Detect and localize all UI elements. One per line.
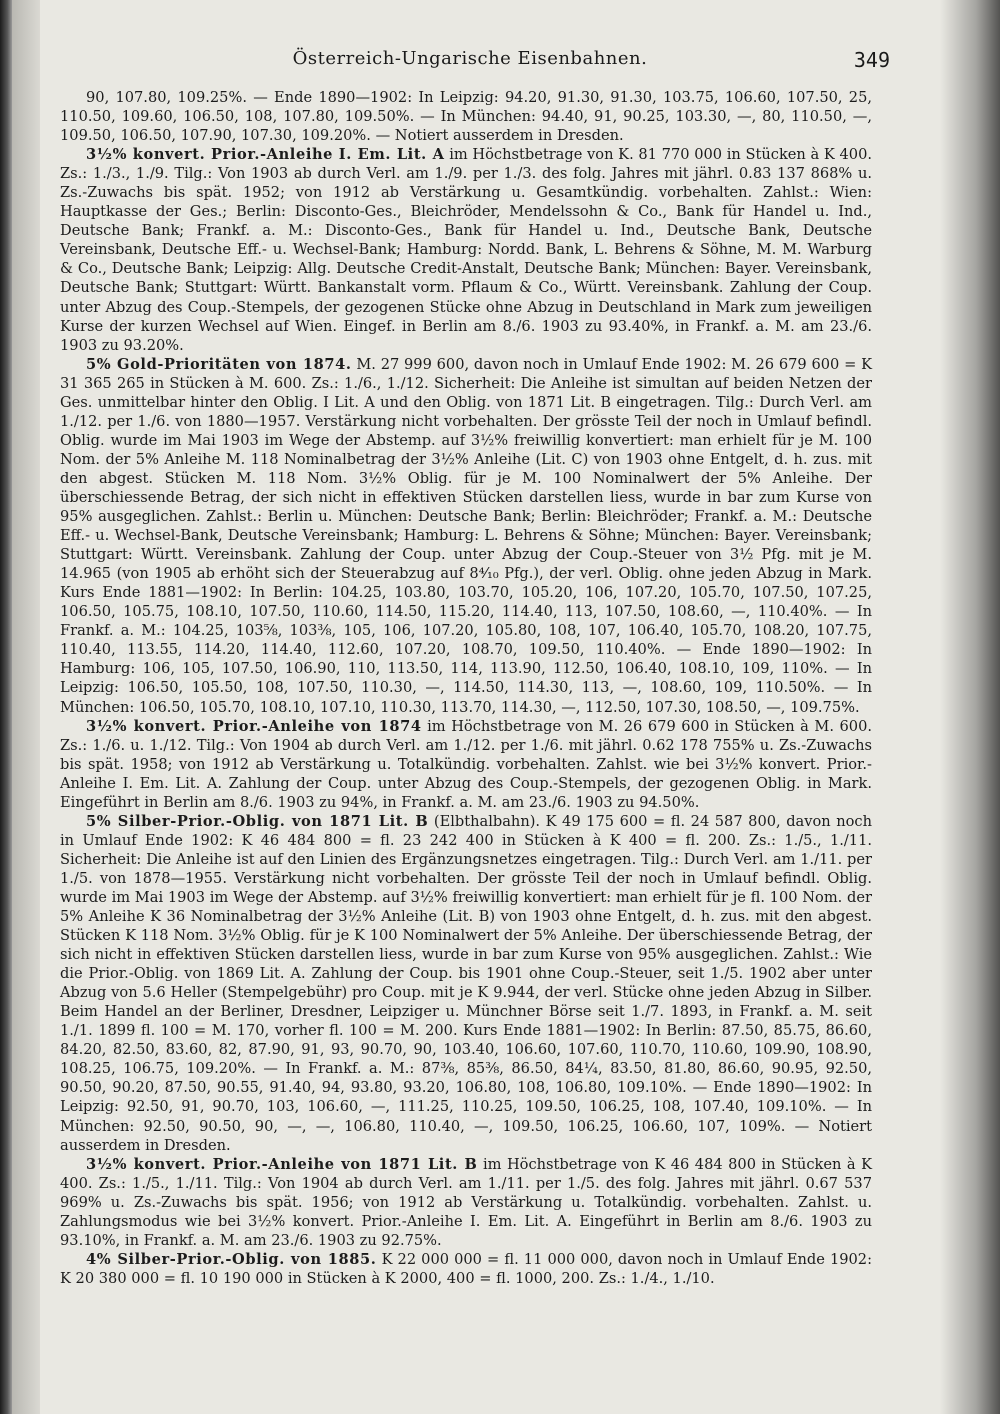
- body-text: [60, 88, 872, 1288]
- paragraph-konvert-prior-anleihe-1871-lit-b: [60, 1155, 872, 1250]
- right-page-edge: [940, 0, 1000, 1414]
- paragraph-konvert-prior-anleihe-lit-a: [60, 145, 872, 355]
- paragraph-text: im Höchstbetrage von K. 81 770 000 in Stücken à K 400. Zs.: 1./3., 1./9. Tilg.: Von 1903 ab durch Verl. am 1./9. per 1./3. des folg. Jahres mit jährl. 0.83 137 868% u. Zs.-Zuwachs bis spät. 1952; von 1912 ab Verstärkung u. Gesamtkündig. vorbehalten. Zahlst.: Wien: Hauptkasse der Ges.; Berlin: Disconto-Ges., Bleichröder, Mendelssohn & Co., Bank für Handel u. Ind., Deutsche Bank; Frankf. a. M.: Disconto-Ges., Bank für Handel u. Ind., Deutsche Bank, Deutsche Vereinsbank, Deutsche Eff.- u. Wechsel-Bank; Hamburg: Nordd. Bank, L. Behrens & Söhne, M. M. Warburg & Co., Deutsche Bank; Leipzig: Allg. Deutsche Credit-Anstalt, Deutsche Bank; München: Bayer. Vereinsbank, Deutsche Bank; Stuttgart: Württ. Bankanstalt vorm. Pflaum & Co., Württ. Vereinsbank. Zahlung der Coup. unter Abzug des Coup.-Stempels, der gezogenen Stücke ohne Abzug in Deutschland in Mark zum jeweiligen Kurse der kurzen Wechsel auf Wien. Eingef. in Berlin am 8./6. 1903 zu 93.40%, in Frankf. a. M. am 23./6. 1903 zu 93.20%.: [60, 146, 873, 354]
- paragraph-text: K 22 000 000 = fl. 11 000 000, davon noch in Umlauf Ende 1902: K 20 380 000 = fl. 10 190 000 in Stücken à K 2000, 400 = fl. 1000, 200. Zs.: 1./4., 1./10.: [60, 1250, 873, 1287]
- paragraph-gold-prioritaeten-1874: [60, 355, 872, 717]
- paragraph-heading: 3½% konvert. Prior.-Anleihe von 1871 Lit. B: [86, 1155, 478, 1173]
- paragraph-konvert-prior-anleihe-1874: [60, 717, 872, 812]
- paragraph-text: im Höchstbetrage von M. 26 679 600 in Stücken à M. 600. Zs.: 1./6. u. 1./12. Tilg.: Von 1904 ab durch Verl. am 1./12. per 1./6. mit jährl. 0.62 178 755% u. Zs.-Zuwachs bis spät. 1958; von 1912 ab Verstärkung u. Totalkündig. vorbehalten. Zahlst. wie bei 3½% konvert. Prior.-Anleihe I. Em. Lit. A. Zahlung der Coup. unter Abzug des Coup.-Stempels, der gezogenen Oblig. in Mark. Eingeführt in Berlin am 8./6. 1903 zu 94%, in Frankf. a. M. am 23./6. 1903 zu 94.50%.: [60, 717, 873, 811]
- paragraph-silber-prior-oblig-1885: [60, 1250, 872, 1288]
- paragraph-heading: 4% Silber-Prior.-Oblig. von 1885.: [86, 1250, 377, 1268]
- paragraph-silber-prior-oblig-1871: [60, 812, 872, 1155]
- running-header: [60, 44, 890, 74]
- paragraph-heading: 5% Gold-Prioritäten von 1874.: [86, 355, 352, 373]
- running-title: Österreich-Ungarische Eisenbahnen.: [292, 48, 648, 69]
- paragraph-heading: 3½% konvert. Prior.-Anleihe I. Em. Lit. A: [86, 146, 445, 164]
- paragraph-text: (Elbthalbahn). K 49 175 600 = fl. 24 587 800, davon noch in Umlauf Ende 1902: K 46 484 800 = fl. 23 242 400 in Stücken à K 400 = fl. 200. Zs.: 1./5., 1./11. Sicherheit: Die Anleihe ist auf den Linien des Ergänzungsnetzes eingetragen. Tilg.: Durch Verl. am 1./11. per 1./5. von 1878—1955. Verstärkung nicht vorbehalten. Der grösste Teil der noch in Umlauf befindl. Oblig. wurde im Mai 1903 im Wege der Abstemp. auf 3½% freiwillig konvertiert: man erhielt für je fl. 100 Nom. der 5% Anleihe K 36 Nominalbetrag der 3½% Anleihe (Lit. B) von 1903 ohne Entgelt, d. h. zus. mit den abgest. Stücken K 118 Nom. 3½% Oblig. für je K 100 Nominalwert der 5% Anleihe. Der überschiessende Betrag, der sich nicht in effektiven Stücken darstellen liess, wurde in bar zum Kurse von 95% ausgeglichen. Zahlst.: Wie die Prior.-Oblig. von 1869 Lit. A. Zahlung der Coup. bis 1901 ohne Coup.-Steuer, seit 1./5. 1902 aber unter Abzug von 5.6 Heller (Stempelgebühr) pro Coup. mit je K 9.944, der verl. Stücke ohne jeden Abzug in Silber. Beim Handel an der Berliner, Dresdner, Leipziger u. Münchner Börse seit 1./7. 1893, in Frankf. a. M. seit 1./1. 1899 fl. 100 = M. 170, vorher fl. 100 = M. 200. Kurs Ende 1881—1902: In Berlin: 87.50, 85.75, 86.60, 84.20, 82.50, 83.60, 82, 87.90, 91, 93, 90.70, 90, 103.40, 106.60, 107.60, 110.70, 110.60, 109.90, 108.90, 108.25, 106.75, 109.20%. — In Frankf. a. M.: 87⅜, 85⅜, 86.50, 84¼, 83.50, 81.80, 86.60, 90.95, 92.50, 90.50, 90.20, 87.50, 90.55, 91.40, 94, 93.80, 93.20, 106.80, 108, 106.80, 109.10%. — Ende 1890—1902: In Leipzig: 92.50, 91, 90.70, 103, 106.60, —, 111.25, 110.25, 109.50, 106.25, 108, 107.40, 109.10%. — In München: 92.50, 90.50, 90, —, —, 106.80, 110.40, —, 109.50, 106.25, 106.60, 107, 109%. — Notiert ausserdem in Dresden.: [60, 812, 872, 1154]
- paragraph-text: 90, 107.80, 109.25%. — Ende 1890—1902: In Leipzig: 94.20, 91.30, 91.30, 103.75, 106.60, 107.50, 25, 110.50, 109.60, 106.50, 108, 107.80, 109.50%. — In München: 94.40, 91, 90.25, 103.30, —, 80, 110.50, —, 109.50, 106.50, 107.90, 107.30, 109.20%. — Notiert ausserdem in Dresden.: [60, 89, 872, 145]
- paragraph-heading: 5% Silber-Prior.-Oblig. von 1871 Lit. B: [86, 812, 429, 830]
- page-number: 349: [853, 48, 890, 72]
- paragraph-text: im Höchstbetrage von K 46 484 800 in Stücken à K 400. Zs.: 1./5., 1./11. Tilg.: Von 1904 ab durch Verl. am 1./11. per 1./5. des folg. Jahres mit jährl. 0.67 537 969% u. Zs.-Zuwachs bis spät. 1956; von 1912 ab Verstärkung u. Totalkündig. vorbehalten. Zahlst. u. Zahlungsmodus wie bei 3½% konvert. Prior.-Anleihe I. Em. Lit. A. Eingeführt in Berlin am 8./6. 1903 zu 93.10%, in Frankf. a. M. am 23./6. 1903 zu 92.75%.: [60, 1155, 872, 1249]
- left-margin: [12, 0, 40, 1414]
- paragraph-heading: 3½% konvert. Prior.-Anleihe von 1874: [86, 717, 422, 735]
- book-spine-shadow: [0, 0, 12, 1414]
- paragraph-text: M. 27 999 600, davon noch in Umlauf Ende 1902: M. 26 679 600 = K 31 365 265 in Stücken à M. 600. Zs.: 1./6., 1./12. Sicherheit: Die Anleihe ist simultan auf beiden Netzen der Ges. unmittelbar hinter den Oblig. I Lit. A und den Oblig. von 1871 Lit. B eingetragen. Tilg.: Durch Verl. am 1./12. per 1./6. von 1880—1957. Verstärkung nicht vorbehalten. Der grösste Teil der noch in Umlauf befindl. Oblig. wurde im Mai 1903 im Wege der Abstemp. auf 3½% freiwillig konvertiert: man erhielt für je M. 100 Nom. der 5% Anleihe M. 118 Nominalbetrag der 3½% Anleihe (Lit. C) von 1903 ohne Entgelt, d. h. zus. mit den abgest. Stücken M. 118 Nom. 3½% Oblig. für je M. 100 Nominalwert der 5% Anleihe. Der überschiessende Betrag, der sich nicht in effektiven Stücken darstellen liess, wurde in bar zum Kurse von 95% ausgeglichen. Zahlst.: Berlin u. München: Deutsche Bank; Berlin: Bleichröder; Frankf. a. M.: Deutsche Eff.- u. Wechsel-Bank, Deutsche Vereinsbank; Hamburg: L. Behrens & Söhne; München: Bayer. Vereinsbank; Stuttgart: Württ. Vereinsbank. Zahlung der Coup. unter Abzug der Coup.-Steuer von 3½ Pfg. mit je M. 14.965 (von 1905 ab erhöht sich der Steuerabzug auf 8⁴⁄₁₀ Pfg.), der verl. Oblig. ohne jeden Abzug in Mark. Kurs Ende 1881—1902: In Berlin: 104.25, 103.80, 103.70, 105.20, 106, 107.20, 105.70, 107.50, 107.25, 106.50, 105.75, 108.10, 107.50, 110.60, 114.50, 115.20, 114.40, 113, 107.50, 108.60, —, 110.40%. — In Frankf. a. M.: 104.25, 103⅝, 103⅜, 105, 106, 107.20, 105.80, 108, 107, 106.40, 105.70, 108.20, 107.75, 110.40, 113.55, 114.20, 114.40, 112.60, 107.20, 108.70, 109.50, 110.40%. — Ende 1890—1902: In Hamburg: 106, 105, 107.50, 106.90, 110, 113.50, 114, 113.90, 112.50, 106.40, 108.10, 109, 110%. — In Leipzig: 106.50, 105.50, 108, 107.50, 110.30, —, 114.50, 114.30, 113, —, 108.60, 109, 110.50%. — In München: 106.50, 105.70, 108.10, 107.10, 110.30, 113.70, 114.30, —, 112.50, 107.30, 108.50, —, 109.75%.: [60, 355, 872, 716]
- paragraph-kurs-continuation: [60, 88, 872, 145]
